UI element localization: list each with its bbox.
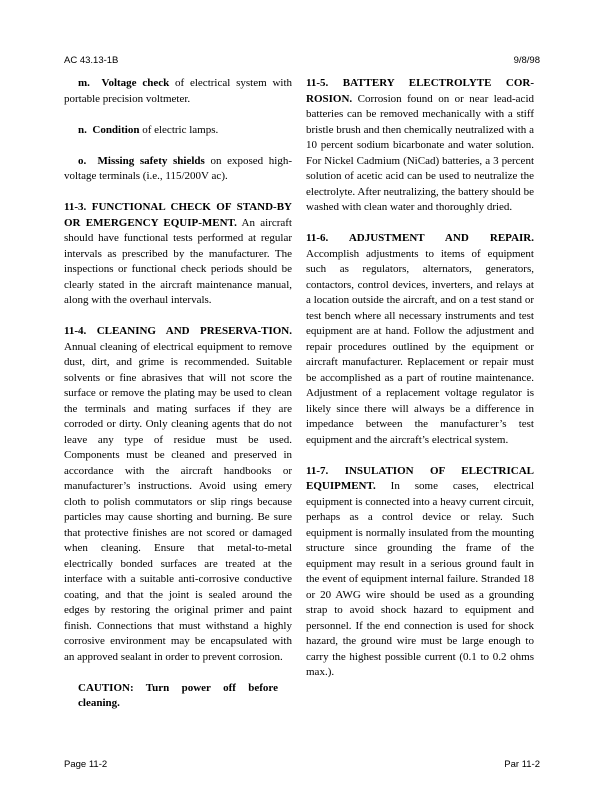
item-o bbox=[64, 154, 292, 185]
section-11-6 bbox=[306, 231, 534, 448]
section-11-4-heading: 11-4. CLEANING AND PRESERVA-TION. bbox=[64, 325, 292, 337]
item-n-text: of electric lamps. bbox=[139, 123, 219, 136]
section-11-6-heading: 11-6. ADJUSTMENT AND REPAIR. bbox=[306, 232, 534, 244]
paragraph-reference: Par 11-2 bbox=[504, 759, 540, 770]
section-11-5-text: Corrosion found on or near lead-acid batteries can be removed mechanically with a stiff bristle brush and then chemically neutralized with a 10 percent sodium bicarbonate and water solution. For Nickel Cadmium (NiCad) batteries, a 3 percent solution of acetic acid can be used to neutralize the electrolyte. After neutralizing, the battery should be washed with clean water and thoroughly dried. bbox=[306, 92, 534, 213]
document-id: AC 43.13-1B bbox=[64, 55, 119, 66]
item-n-letter: n. bbox=[78, 123, 87, 136]
page-number: Page 11-2 bbox=[64, 759, 108, 770]
item-m-text: of electrical system with portable precision voltmeter. bbox=[64, 77, 292, 105]
section-11-7-heading: 11-7. INSULATION OF ELECTRICAL EQUIPMENT. bbox=[306, 464, 534, 492]
section-11-5 bbox=[306, 76, 534, 216]
section-11-3-text: An aircraft should have functional tests performed at regular intervals as prescribed by the manufacturer. The inspections or functional check periods should be clearly stated in the aircraft maintenance manual, along with the overhaul intervals. bbox=[64, 216, 292, 306]
right-column bbox=[306, 76, 534, 696]
item-m-letter: m. bbox=[78, 77, 90, 89]
item-o-title: Missing safety shields bbox=[97, 154, 205, 167]
section-11-3 bbox=[64, 200, 292, 309]
section-11-7 bbox=[306, 464, 534, 681]
document-date: 9/8/98 bbox=[513, 55, 540, 66]
section-11-4-text: Annual cleaning of electrical equipment to remove dust, dirt, and grime is recommended. Suitable solvents or fine abrasives that will not score the surface or remove the plating may be used to clean the terminals and mating surfaces if they are corroded or dirty. Only cleaning agents that do not leave any type of residue must be used. Components must be cleaned and preserved in accordance with the aircraft handbooks or manufacturer’s instructions. Avoid using emery cloth to polish commutators or slip rings because particles may cause shorting and burning. Be sure that protective finishes are not scored or damaged when cleaning. Ensure that metal-to-metal electrically bonded surfaces are treated at the interface with a suitable anti-corrosive conductive coating, and that the joint is sealed around the edges by restoring the original primer and paint finish. Connections that must withstand a highly corrosive environment may be encapsulated with an approved sealant in order to prevent corrosion. bbox=[64, 340, 292, 663]
item-o-letter: o. bbox=[78, 154, 87, 167]
section-11-3-heading: 11-3. FUNCTIONAL CHECK OF STAND-BY OR EMERGENCY EQUIP-MENT. bbox=[64, 201, 292, 229]
item-m bbox=[64, 76, 292, 107]
item-o-text: on exposed high-voltage terminals (i.e., 115/200V ac). bbox=[64, 154, 292, 182]
item-n bbox=[64, 123, 292, 139]
section-11-6-text: Accomplish adjustments to items of equipment such as regulators, alternators, generators, contactors, control devices, inverters, and relays at a location outside the aircraft, and on a test stand or test bench where all necessary instruments and test equipment are at hand. Follow the adjustment and repair procedures outlined by the equipment or aircraft manufacturer. Replacement or repair must be accomplished as a part of routine maintenance. Adjustment of a replacement voltage regulator is likely since there will always be a difference in impedance between the manufacturer’s test equipment and the aircraft’s electrical system. bbox=[306, 247, 534, 446]
caution-note: CAUTION: Turn power off before cleaning. bbox=[78, 681, 278, 709]
item-m-title: Voltage check bbox=[101, 77, 170, 89]
section-11-5-heading: 11-5. BATTERY ELECTROLYTE COR-ROSION. bbox=[306, 77, 534, 105]
section-11-4 bbox=[64, 324, 292, 665]
section-11-7-text: In some cases, electrical equipment is connected into a heavy current circuit, perhaps as a control device or relay. Such equipment is normally insulated from the mounting structure since grounding the frame of the equipment may result in a serious ground fault in the event of equipment internal failure. Stranded 18 or 20 AWG wire should be used as a grounding strap to avoid shock hazard to equipment and personnel. If the end connection is used for shock hazard, the ground wire must be large enough to carry the highest possible current (0.1 to 0.2 ohms max.). bbox=[306, 480, 534, 678]
item-n-title: Condition bbox=[92, 123, 140, 136]
left-column bbox=[64, 76, 292, 712]
